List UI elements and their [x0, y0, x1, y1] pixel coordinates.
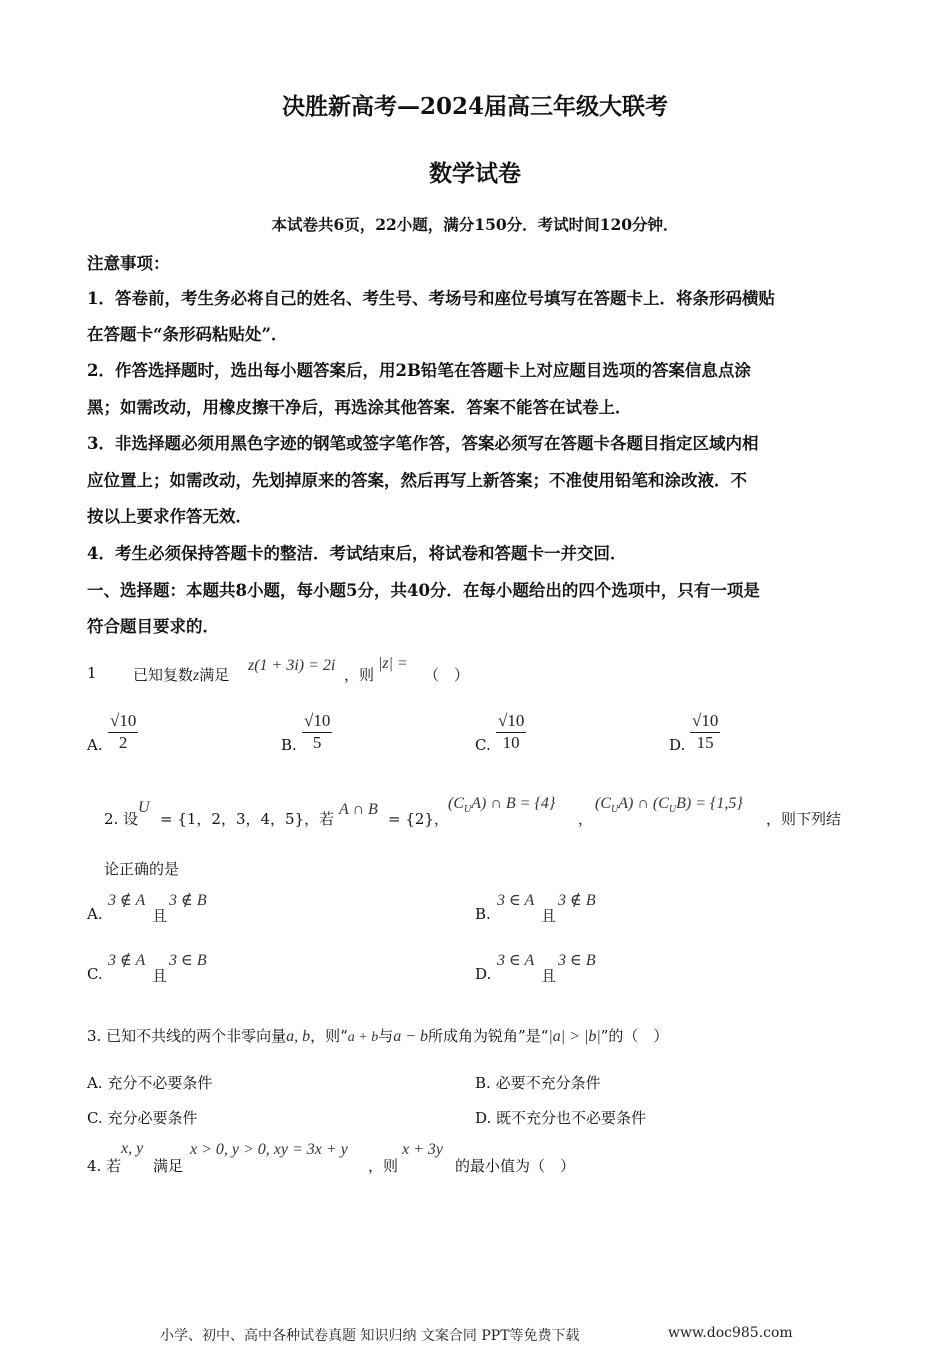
- q2-f1-a: (C: [448, 795, 464, 812]
- q1-option-b-num: √10: [302, 711, 332, 733]
- q1-option-b-den: 5: [312, 733, 322, 752]
- q1-text-b: 满足: [199, 666, 230, 684]
- section-heading-2: 符合题目要求的．: [87, 617, 219, 636]
- q2-intersection: A ∩ B: [339, 801, 378, 818]
- note-2a: 2．作答选择题时，选出每小题答案后，用2B铅笔在答题卡上对应题目选项的答案信息点涂: [87, 361, 751, 380]
- q3-option-d-label: D.: [475, 1109, 492, 1127]
- q2-f2-sub2: U: [668, 804, 677, 816]
- q2-option-b-p2: 3 ∉ B: [558, 892, 596, 909]
- q2-tail: ，则下列结: [766, 810, 842, 828]
- q1-option-d-den: 15: [696, 733, 714, 752]
- q2-option-a-label: A.: [87, 905, 103, 923]
- q2-f2-mid: A) ∩ (C: [618, 795, 669, 812]
- q3-option-a-text: 充分不必要条件: [107, 1074, 213, 1092]
- q1-option-c-den: 10: [502, 733, 520, 752]
- q2-option-b-label: B.: [475, 905, 491, 923]
- q2-formula-2: [595, 795, 743, 815]
- q2-option-b-p1: 3 ∈ A: [497, 892, 535, 909]
- section-heading: 一、选择题：本题共8小题，每小题5分，共40分．在每小题给出的四个选项中，只有一项是: [87, 581, 760, 600]
- q3-option-b-label: B.: [475, 1074, 491, 1092]
- q1-text-a: 已知复数: [133, 666, 194, 684]
- q2-set: = {1，2，3，4，5}，若: [160, 810, 335, 828]
- q1-option-d-num: √10: [690, 711, 720, 733]
- q2-formula-1: [448, 795, 555, 815]
- q3-sum: a + b: [347, 1030, 379, 1045]
- footer-text: 小学、初中、高中各种试卷真题 知识归纳 文案合同 PPT等免费下载: [160, 1328, 580, 1344]
- q1-option-c-label: C.: [475, 736, 491, 754]
- q2-option-c-qie: 且: [152, 967, 168, 985]
- q2-f2-a: (C: [595, 795, 611, 812]
- q4-t1: 满足: [153, 1157, 184, 1175]
- q3-t3: 所成角为锐角”是“: [428, 1027, 549, 1045]
- q1-option-d-label: D.: [669, 736, 686, 754]
- q3-option-a: [87, 1072, 212, 1093]
- q2-f1-sub: U: [464, 804, 472, 816]
- q2-option-c-p1: 3 ∉ A: [108, 952, 146, 969]
- q1-option-a-num: √10: [108, 711, 138, 733]
- note-3c: 按以上要求作答无效．: [87, 507, 252, 526]
- q2-option-a-p2: 3 ∉ B: [169, 892, 207, 909]
- exam-info: 本试卷共6页，22小题，满分150分．考试时间120分钟．: [271, 215, 679, 234]
- q3-option-c-label: C.: [87, 1109, 103, 1127]
- q1-text-c: ，则: [344, 666, 375, 684]
- note-3b: 应位置上；如需改动，先划掉原来的答案，然后再写上新答案；不准使用铅笔和涂改液．不: [87, 471, 747, 490]
- q4-expression: x + 3y: [402, 1141, 443, 1158]
- q2-f1-rest: A) ∩ B = {4}: [471, 795, 556, 812]
- q1-number: 1: [87, 664, 97, 682]
- note-3a: 3．非选择题必须用黑色字迹的钢笔或签字笔作答，答案必须写在答题卡各题目指定区域内相: [87, 434, 759, 453]
- q1-option-b-fraction: [302, 711, 332, 753]
- q2-option-b-qie: 且: [541, 907, 557, 925]
- q2-option-d-label: D.: [475, 965, 492, 983]
- q1-option-a-fraction: [108, 711, 138, 753]
- q2-option-d-qie: 且: [541, 967, 557, 985]
- q3-option-c-text: 充分必要条件: [107, 1109, 198, 1127]
- q4-t2: ，则: [368, 1157, 399, 1175]
- q2-eq2: = {2}，: [388, 810, 449, 828]
- q2-option-a-p1: 3 ∉ A: [108, 892, 146, 909]
- q3-option-c: [87, 1107, 198, 1128]
- note-2b: 黑；如需改动，用橡皮擦干净后，再选涂其他答案．答案不能答在试卷上．: [87, 398, 632, 417]
- q2-line2: 论正确的是: [104, 860, 180, 878]
- q2-option-a-qie: 且: [152, 907, 168, 925]
- q3-t2: 与: [378, 1027, 394, 1045]
- q1-option-a-den: 2: [118, 733, 128, 752]
- q3-t4: ”的（ ）: [600, 1027, 669, 1045]
- note-1b: 在答题卡“条形码粘贴处”．: [87, 325, 288, 344]
- q3-option-a-label: A.: [87, 1074, 103, 1092]
- q3-option-d-text: 既不充分也不必要条件: [496, 1109, 647, 1127]
- q2-option-c-label: C.: [87, 965, 103, 983]
- q1-var: z: [193, 667, 200, 684]
- q2-option-d-p1: 3 ∈ A: [497, 952, 535, 969]
- q1-option-b-label: B.: [281, 736, 297, 754]
- note-1a: 1．答卷前，考生务必将自己的姓名、考生号、考场号和座位号填写在答题卡上．将条形码横贴: [87, 289, 775, 308]
- notes-heading: 注意事项：: [87, 254, 170, 273]
- q1-formula-abs: |z| =: [378, 655, 408, 672]
- q1-paren: （ ）: [424, 666, 470, 684]
- q2-f2-sub: U: [611, 804, 619, 816]
- q1-stem: [133, 664, 229, 685]
- q2-prefix: 2. 设: [104, 810, 139, 828]
- q1-option-a-label: A.: [87, 736, 103, 754]
- q4-vars: x, y: [121, 1140, 144, 1157]
- q3-vectors: a, b: [286, 1028, 311, 1045]
- q3-option-d: [475, 1107, 646, 1128]
- q1-option-c-num: √10: [496, 711, 526, 733]
- q4-condition: x > 0, y > 0, xy = 3x + y: [190, 1141, 348, 1158]
- q1-option-d-fraction: [690, 711, 720, 753]
- q3-option-b: [475, 1072, 601, 1093]
- q3-t1: ，则“: [310, 1027, 348, 1045]
- q3-stem: [87, 1025, 668, 1046]
- q2-option-c-p2: 3 ∈ B: [169, 952, 207, 969]
- q3-prefix: 3. 已知不共线的两个非零向量: [87, 1027, 287, 1045]
- q3-difference: a − b: [393, 1028, 429, 1045]
- q2-option-d-p2: 3 ∈ B: [558, 952, 596, 969]
- q2-comma: ，: [578, 810, 594, 828]
- exam-subject: 数学试卷: [429, 160, 521, 187]
- q3-option-b-text: 必要不充分条件: [495, 1074, 601, 1092]
- exam-title: 决胜新高考—2024届高三年级大联考: [281, 93, 668, 120]
- q4-prefix: 4. 若: [87, 1157, 122, 1175]
- q1-option-c-fraction: [496, 711, 526, 753]
- note-4: 4．考生必须保持答题卡的整洁．考试结束后，将试卷和答题卡一并交回．: [87, 544, 627, 563]
- footer-site-link[interactable]: www.doc985.com: [668, 1325, 793, 1341]
- q2-f2-rest: B) = {1,5}: [676, 795, 743, 812]
- q1-formula: z(1 + 3i) = 2i: [248, 657, 336, 674]
- q4-t3: 的最小值为（ ）: [455, 1157, 576, 1175]
- q3-magnitude: |a| > |b|: [548, 1028, 601, 1045]
- q2-universal-set: U: [138, 799, 150, 816]
